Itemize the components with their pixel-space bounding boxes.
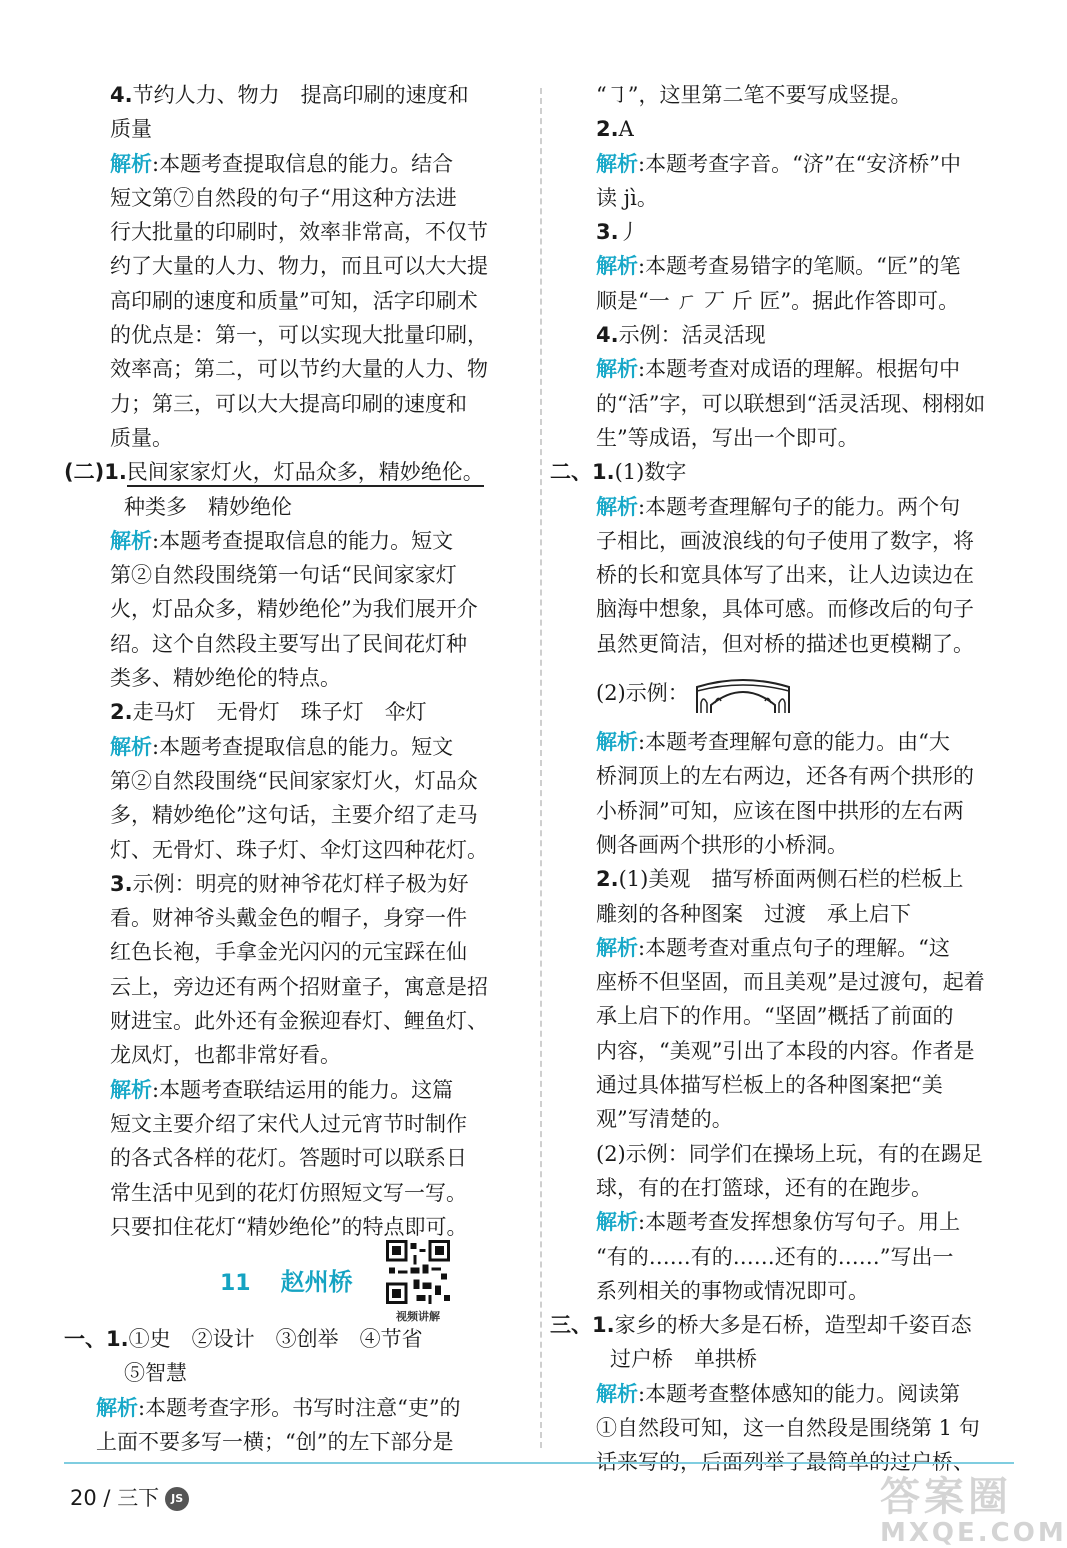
analysis-label: 解析: [596, 494, 638, 519]
answer-2-line: 2.走马灯 无骨灯 珠子灯 伞灯: [110, 700, 427, 725]
text-line: (2)示例：同学们在操场上玩，有的在踢足: [596, 1141, 983, 1166]
section-1-answer-1: 一、1.①史 ②设计 ③创举 ④节省: [64, 1327, 423, 1351]
text-line: 灯、无骨灯、珠子灯、伞灯这四种花灯。: [110, 837, 488, 862]
analysis-line: 解析:本题考查联结运用的能力。这篇: [110, 1077, 454, 1102]
right-column: [550, 78, 1011, 1480]
analysis-line: 解析:本题考查易错字的笔顺。“匠”的笔: [596, 254, 961, 279]
text-line: 种类多 精妙绝伦: [124, 494, 292, 519]
text-line: 行大批量的印刷时，效率非常高，不仅节: [110, 220, 488, 245]
qr-code-icon[interactable]: [386, 1240, 450, 1304]
text-line: 红色长袍，手拿金光闪闪的元宝踩在仙: [110, 940, 467, 965]
analysis-label: 解析: [110, 151, 152, 176]
text-line: 桥洞顶上的左右两边，还各有两个拱形的: [596, 764, 974, 789]
underlined-answer: 民间家家灯火，灯品众多，精妙绝伦。: [127, 460, 484, 487]
text-line: ①自然段可知，这一自然段是围绕第 1 句: [596, 1415, 980, 1440]
text-line: 高印刷的速度和质量”可知，活字印刷术: [110, 288, 478, 313]
text-line: 雕刻的各种图案 过渡 承上启下: [596, 901, 911, 926]
text-line: 绍。这个自然段主要写出了民间花灯种: [110, 631, 467, 656]
lesson-title: [220, 1262, 353, 1297]
text-line: 常生活中见到的花灯仿照短文写一写。: [110, 1180, 467, 1205]
analysis-label: 解析: [96, 1395, 138, 1420]
text-line: 看。财神爷头戴金色的帽子，身穿一件: [110, 906, 467, 931]
analysis-line: 解析:本题考查对成语的理解。根据句中: [596, 357, 961, 382]
answer-3-line: 3.示例：明亮的财神爷花灯样子极为好: [110, 871, 469, 896]
qr-caption: 视频讲解: [396, 1310, 440, 1323]
text-line: 球，有的在打篮球，还有的在跑步。: [596, 1175, 932, 1200]
text-line: 第②自然段围绕“民间家家灯火，灯品众: [110, 768, 478, 793]
text-line: 类多、精妙绝伦的特点。: [110, 666, 341, 691]
example-drawing-line: (2)示例：: [596, 661, 1011, 725]
answer-2-line: 2.(1)美观 描写桥面两侧石栏的栏板上: [596, 867, 964, 892]
text-line: 质量。: [110, 425, 173, 450]
text-line: 短文第⑦自然段的句子“用这种方法进: [110, 185, 457, 210]
analysis-label: 解析: [596, 1210, 638, 1235]
answer-3-line: 3.丿: [596, 220, 640, 245]
text-line: 子相比，画波浪线的句子使用了数字，将: [596, 528, 974, 553]
footer-rule: [64, 1462, 1014, 1464]
text-line: 约了大量的人力、物力，而且可以大大提: [110, 254, 488, 279]
analysis-label: 解析: [596, 730, 638, 755]
text-line: 承上启下的作用。“坚固”概括了前面的: [596, 1004, 954, 1029]
text-line: 侧各画两个拱形的小桥洞。: [596, 832, 848, 857]
analysis-label: 解析: [596, 1381, 638, 1406]
lesson-11-section-1: [64, 1322, 522, 1459]
text-line: 过户桥 单拱桥: [610, 1347, 757, 1372]
answer-4-line-2: 质量: [110, 117, 152, 142]
text-line: 火，灯品众多，精妙绝伦”为我们展开介: [110, 597, 478, 622]
analysis-line: 解析:本题考查字音。“济”在“安济桥”中: [596, 151, 962, 176]
text-line: 第②自然段围绕第一句话“民间家家灯: [110, 563, 457, 588]
column-divider: [540, 88, 542, 1448]
analysis-label: 解析: [596, 357, 638, 382]
lesson-number: 11: [220, 1271, 251, 1296]
analysis-label: 解析: [110, 528, 152, 553]
section-marker: 二、: [550, 460, 592, 485]
text-line: 小桥洞”可知，应该在图中拱形的左右两: [596, 798, 964, 823]
text-line: 顺是“一 ㄏ 丆 斤 匠”。据此作答即可。: [596, 288, 960, 313]
text-line: 通过具体描写栏板上的各种图案把“美: [596, 1073, 943, 1098]
text-line: 力；第三，可以大大提高印刷的速度和: [110, 391, 467, 416]
analysis-line: 解析:本题考查发挥想象仿写句子。用上: [596, 1210, 961, 1235]
text-line: 虽然更简洁，但对桥的描述也更模糊了。: [596, 631, 974, 656]
text-line: 效率高；第二，可以节约大量的人力、物: [110, 357, 488, 382]
section-3-answer-1: 三、1.家乡的桥大多是石桥，造型却千姿百态: [550, 1313, 972, 1338]
watermark: 答案圈 MXQE.COM: [880, 1474, 1067, 1548]
analysis-label: 解析: [110, 734, 152, 759]
edition-badge: JS: [165, 1487, 189, 1511]
text-line: 观”写清楚的。: [596, 1107, 733, 1132]
page-number: 20: [70, 1486, 97, 1510]
section-2-answer-1: 二、1.(1)数字: [550, 460, 687, 485]
lesson-name: 赵州桥: [280, 1268, 353, 1296]
text-line: 龙凤灯，也都非常好看。: [110, 1043, 341, 1068]
left-column: [64, 78, 522, 1244]
section-marker: 一、: [64, 1327, 106, 1351]
analysis-label: 解析: [596, 935, 638, 960]
text-line: 座桥不但坚固，而且美观”是过渡句，起着: [596, 970, 985, 995]
text-line: 多，精妙绝伦”这句话，主要介绍了走马: [110, 803, 478, 828]
text-line: 话来写的，后面列举了最简单的过户桥、: [596, 1450, 974, 1475]
section-marker: (二): [64, 460, 105, 485]
text-line: 系列相关的事物或情况即可。: [596, 1278, 869, 1303]
answer-4-line: 4.示例：活灵活现: [596, 323, 766, 348]
text-line: 的优点是：第一，可以实现大批量印刷，: [110, 323, 488, 348]
text-line: 的各式各样的花灯。答题时可以联系日: [110, 1146, 467, 1171]
analysis-label: 解析: [596, 254, 638, 279]
text-line: 读 jì。: [596, 185, 658, 210]
text-line: 的“活”字，可以联想到“活灵活现、栩栩如: [596, 391, 986, 416]
text-line: 只要扣住花灯“精妙绝伦”的特点即可。: [110, 1214, 468, 1239]
text-line: 财进宝。此外还有金猴迎春灯、鲤鱼灯、: [110, 1009, 488, 1034]
analysis-line: 解析:本题考查提取信息的能力。结合: [110, 151, 454, 176]
text-line: 短文主要介绍了宋代人过元宵节时制作: [110, 1111, 467, 1136]
analysis-line: 解析:本题考查提取信息的能力。短文: [110, 734, 454, 759]
text-line: “㇆”，这里第二笔不要写成竖提。: [596, 83, 912, 107]
answer-2-line: 2.A: [596, 117, 634, 142]
analysis-line: 解析:本题考查理解句子的能力。两个句: [596, 494, 961, 519]
text-line: 脑海中想象，具体可感。而修改后的句子: [596, 597, 974, 622]
page-footer: 20 / 三下 JS: [70, 1482, 189, 1512]
analysis-line: 解析:本题考查提取信息的能力。短文: [110, 528, 454, 553]
text-line: ⑤智慧: [124, 1361, 187, 1386]
analysis-label: 解析: [110, 1077, 152, 1102]
section-2-answer-1: (二)1.民间家家灯火，灯品众多，精妙绝伦。: [110, 455, 522, 489]
text-line: 生”等成语，写出一个即可。: [596, 425, 859, 450]
answer-4-line-1: 4.节约人力、物力 提高印刷的速度和: [110, 83, 469, 107]
text-line: 桥的长和宽具体写了出来，让人边读边在: [596, 563, 974, 588]
analysis-line: 解析:本题考查对重点句子的理解。“这: [596, 935, 950, 960]
section-marker: 三、: [550, 1313, 592, 1338]
analysis-line: 解析:本题考查字形。书写时注意“吏”的: [96, 1395, 461, 1420]
text-line: “有的……有的……还有的……”写出一: [596, 1244, 954, 1269]
text-line: 云上，旁边还有两个招财童子，寓意是招: [110, 974, 488, 999]
text-line: 内容，“美观”引出了本段的内容。作者是: [596, 1038, 975, 1063]
analysis-line: 解析:本题考查整体感知的能力。阅读第: [596, 1381, 961, 1406]
text-line: 上面不要多写一横；“创”的左下部分是: [96, 1429, 454, 1454]
grade-label: 三下: [117, 1486, 160, 1510]
analysis-line: 解析:本题考查理解句意的能力。由“大: [596, 730, 950, 755]
bridge-arch-drawing: [693, 673, 793, 717]
analysis-label: 解析: [596, 151, 638, 176]
